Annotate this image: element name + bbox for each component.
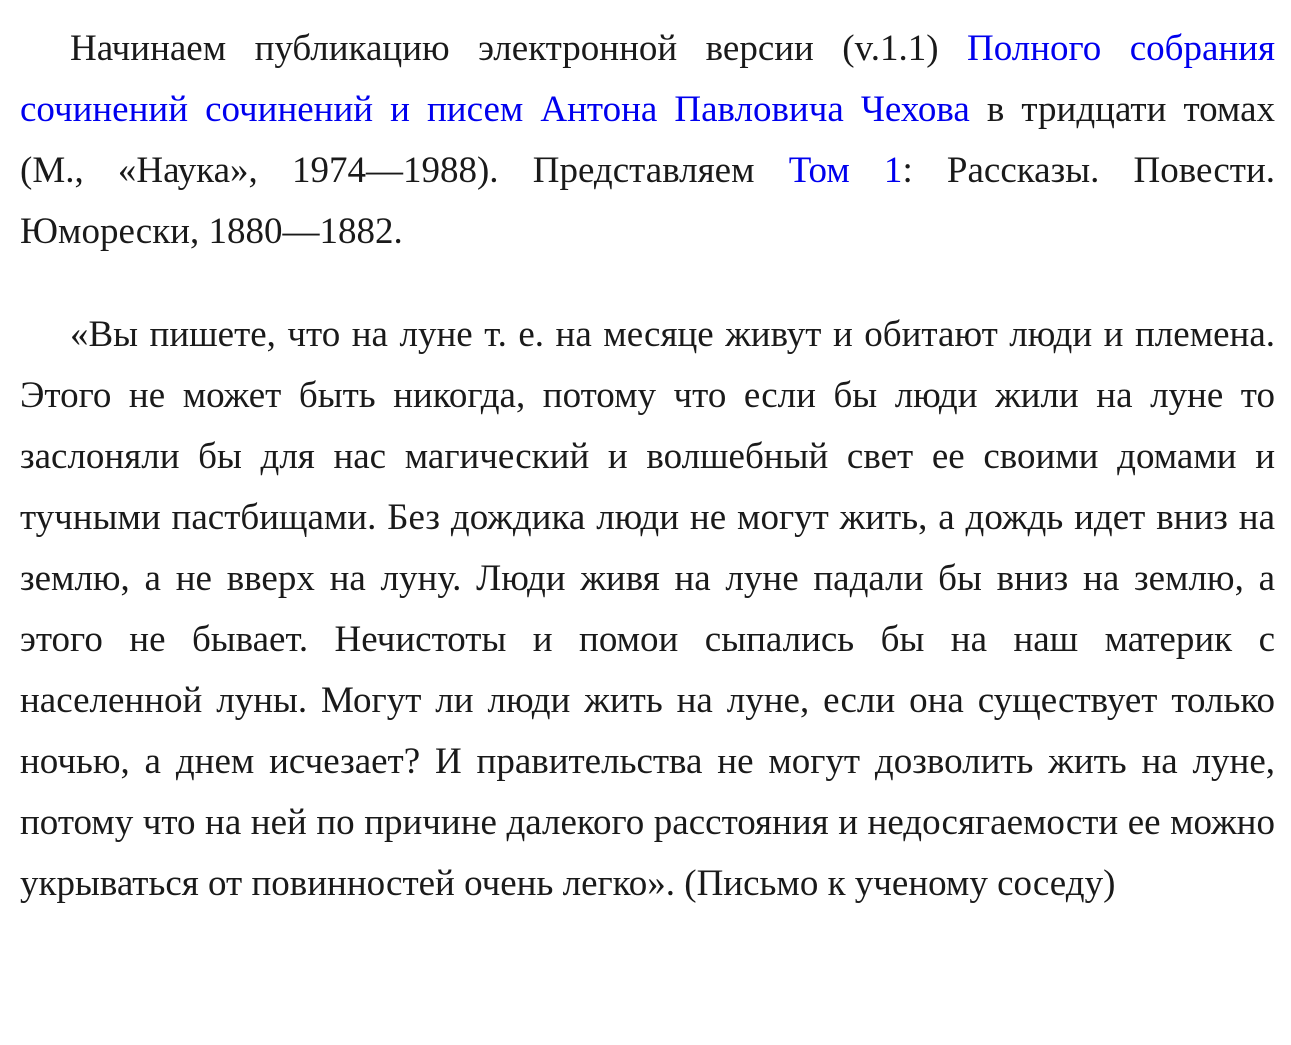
intro-text-start: Начинаем публикацию электронной версии (v.1.1) [70, 28, 967, 69]
collection-link[interactable]: Полного собрания сочинений сочинений и писем Антона Павловича Чехова [20, 28, 1275, 130]
intro-paragraph [20, 18, 1275, 262]
quote-paragraph: «Вы пишете, что на луне т. е. на месяце живут и обитают люди и племена. Этого не может быть никогда, потому что если бы люди жили на луне то заслоняли бы для нас магический и волшебный свет ее своими домами и тучными пастбищами. Без дождика люди не могут жить, а дождь идет вниз на землю, а не вверх на луну. Люди живя на луне падали бы вниз на землю, а этого не бывает. Нечистоты и помои сыпались бы на наш материк с населенной луны. Могут ли люди жить на луне, если она существует только ночью, а днем исчезает? И правительства не могут дозволить жить на луне, потому что на ней по причине далекого расстояния и недосягаемости ее можно укрываться от повинностей очень легко». (Письмо к ученому соседу) [20, 314, 1275, 904]
volume-link[interactable]: Том 1 [788, 150, 903, 191]
intro-text-end: : Рассказы. Повести. Юморески, 1880—1882. [20, 150, 1275, 252]
intro-text-middle: в тридцати томах (М., «Наука», 1974—1988). Представляем [20, 89, 1276, 191]
